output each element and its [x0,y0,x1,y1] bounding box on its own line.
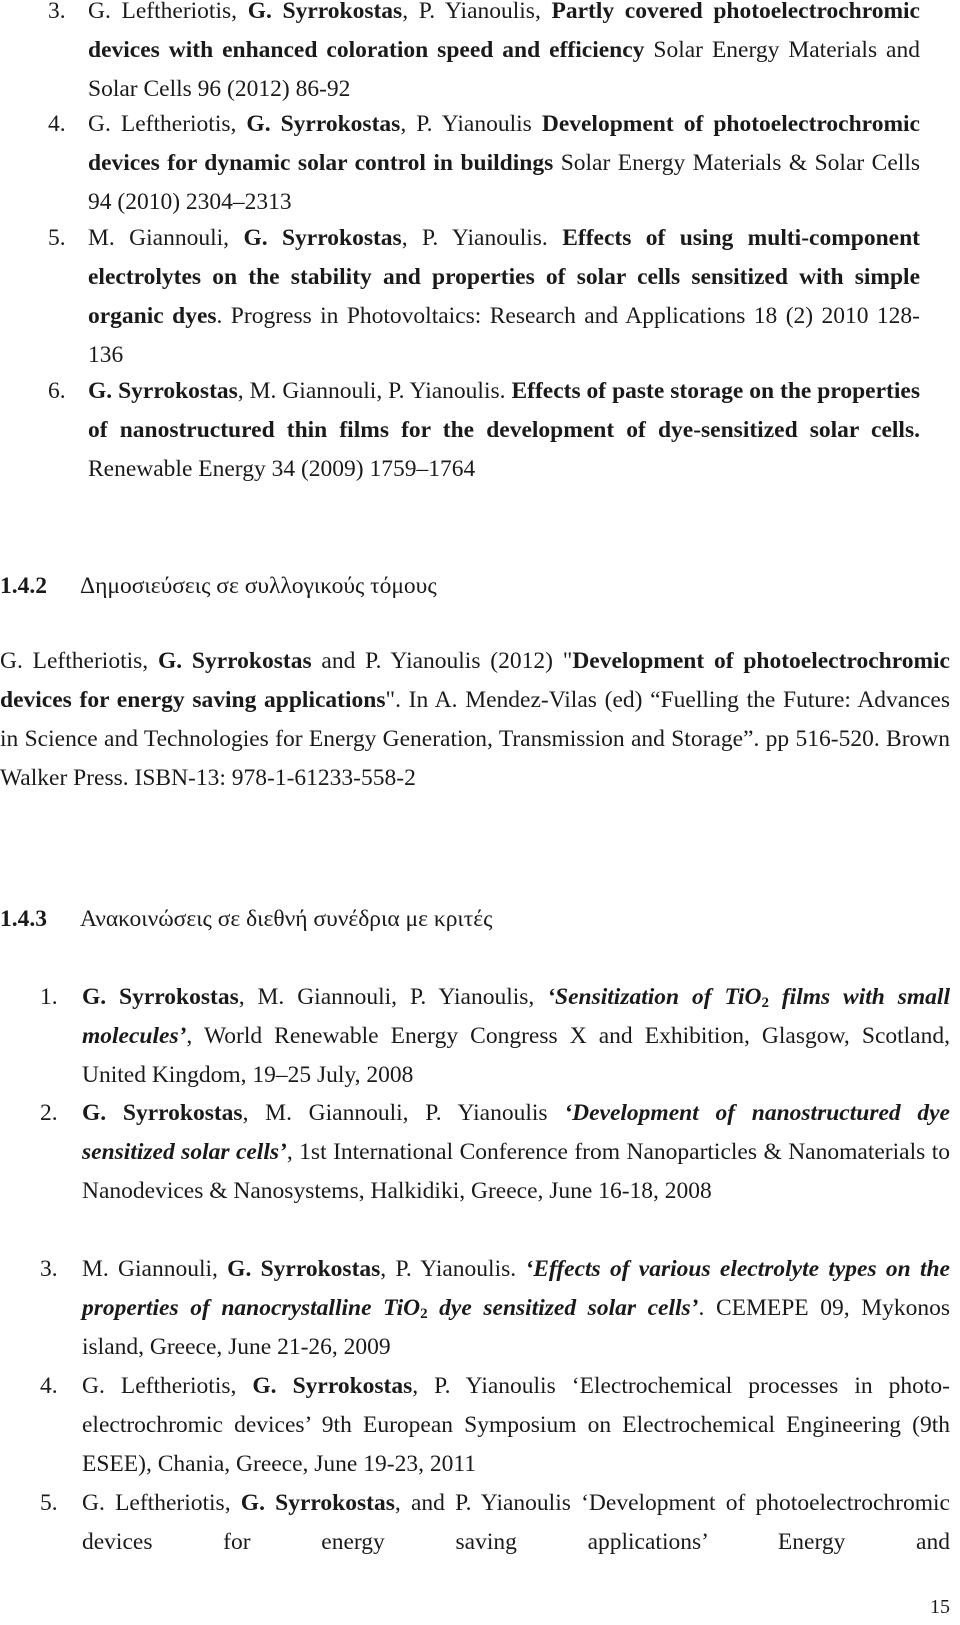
conference-ref-1 [0,978,950,1095]
ref-title: Effects of paste storage on the properties of nanostructured thin films for the development of dye-sensitized solar cells. [88,378,920,443]
ref-title: Effects of using multi-component electrolytes on the stability and properties of solar cells sensitized with simple organic dyes [88,225,920,329]
ref-source: ". In A. Mendez-Vilas (ed) “Fuelling the Future: Advances in Science and Technologies for Energy Generation, Transmission and Storage”. pp 516-520. Brown Walker Press. ISBN-13: 978-1-61233-558-2 [0,687,950,791]
ref-author-highlight: G. Syrrokostas [82,984,239,1010]
ref-author-highlight: G. Syrrokostas [82,1100,243,1126]
ref-number: 3. [48,0,66,24]
ref-authors: , M. Giannouli, P. Yianoulis. [237,378,512,404]
ref-number: 2. [40,1100,58,1126]
section-heading-143 [0,903,493,935]
ref-authors: , M. Giannouli, P. Yianoulis, [238,984,548,1010]
ref-author-highlight: G. Syrrokostas [243,225,402,251]
conference-ref-4 [0,1367,950,1484]
ref-author-highlight: G. Syrrokostas [247,0,403,24]
ref-title: Partly covered photoelectrochromic devices with enhanced coloration speed and efficiency [88,0,920,63]
ref-title: ‘Development of nanostructured dye sensitized solar cells’ [82,1100,950,1165]
ref-authors: G. Leftheriotis, [88,111,247,137]
ref-number: 4. [48,111,66,137]
ref-author-highlight: G. Syrrokostas [240,1490,395,1516]
ref-source: . Progress in Photovoltaics: Research and Applications 18 (2) 2010 128-136 [88,303,920,368]
ref-title: Development of photoelectrochromic devices for dynamic solar control in buildings [88,111,920,176]
ref-text: ‘Electrochemical processes in photo-electrochromic devices’ 9th European Symposium on Electrochemical Engineering (9th ESEE), Chania, Greece, June 19-23, 2011 [82,1373,950,1477]
ref-authors: and P. Yianoulis (2012) " [311,648,573,674]
ref-authors: , M. Giannouli, P. Yianoulis [242,1100,565,1126]
page-number: 15 [930,1596,950,1618]
journal-ref-4 [0,105,920,222]
ref-authors: , P. Yianoulis [400,111,542,137]
ref-author-highlight: G. Syrrokostas [252,1373,413,1399]
ref-source: Solar Energy Materials and Solar Cells 96 (2012) 86-92 [88,37,920,102]
ref-number: 5. [40,1490,58,1516]
ref-source: Renewable Energy 34 (2009) 1759–1764 [88,456,476,482]
ref-number: 3. [40,1256,58,1282]
book-chapter-ref [0,642,950,798]
ref-source: , 1st International Conference from Nanoparticles & Nanomaterials to Nanodevices & Nanosystems, Halkidiki, Greece, June 16-18, 2008 [82,1139,950,1204]
conference-ref-2 [0,1094,950,1211]
section-title: Δημοσιεύσεις σε συλλογικούς τόμους [80,573,437,599]
ref-authors: , P. Yianoulis. [380,1256,526,1282]
ref-author-highlight: G. Syrrokostas [246,111,401,137]
journal-ref-3 [0,0,920,109]
ref-author-highlight: G. Syrrokostas [88,378,238,404]
ref-number: 6. [48,378,66,404]
ref-authors: G. Leftheriotis, [82,1373,253,1399]
section-title: Ανακοινώσεις σε διεθνή συνέδρια με κριτές [80,906,493,932]
ref-author-highlight: G. Syrrokostas [157,648,312,674]
ref-authors: , P. Yianoulis [412,1373,572,1399]
section-heading-142 [0,570,437,602]
ref-source: Solar Energy Materials & Solar Cells 94 (2010) 2304–2313 [88,150,920,215]
journal-ref-5 [0,219,920,375]
ref-title: Development of photoelectrochromic devices for energy saving applications [0,648,950,713]
ref-authors: G. Leftheriotis, [0,648,158,674]
ref-number: 1. [40,984,58,1010]
ref-title: ‘Effects of various electrolyte types on the properties of nanocrystalline TiO$_2$ dye sensitized solar cells’ [82,1256,950,1322]
ref-authors: , P. Yianoulis, [402,0,552,24]
conference-ref-5 [0,1484,950,1562]
ref-authors: G. Leftheriotis, [82,1490,241,1516]
ref-authors: , P. Yianoulis. [401,225,563,251]
ref-authors: G. Leftheriotis, [88,0,248,24]
ref-number: 4. [40,1373,58,1399]
ref-author-highlight: G. Syrrokostas [227,1256,381,1282]
journal-ref-6 [0,372,920,489]
ref-source: , World Renewable Energy Congress X and Exhibition, Glasgow, Scotland, United Kingdom, 19–25 July, 2008 [82,1023,950,1088]
conference-ref-3 [0,1250,950,1367]
ref-authors: M. Giannouli, [88,225,244,251]
ref-number: 5. [48,225,66,251]
ref-text: ‘Development of photoelectrochromic devices for energy saving applications’ Energy and [82,1490,950,1555]
section-number: 1.4.2 [0,573,47,599]
section-number: 1.4.3 [0,906,47,932]
ref-source: . CEMEPE 09, Mykonos island, Greece, June 21-26, 2009 [82,1295,950,1360]
ref-title: ‘Sensitization of TiO$_2$ films with small molecules’ [82,984,950,1049]
ref-authors: M. Giannouli, [82,1256,228,1282]
ref-authors: , and P. Yianoulis [394,1490,582,1516]
